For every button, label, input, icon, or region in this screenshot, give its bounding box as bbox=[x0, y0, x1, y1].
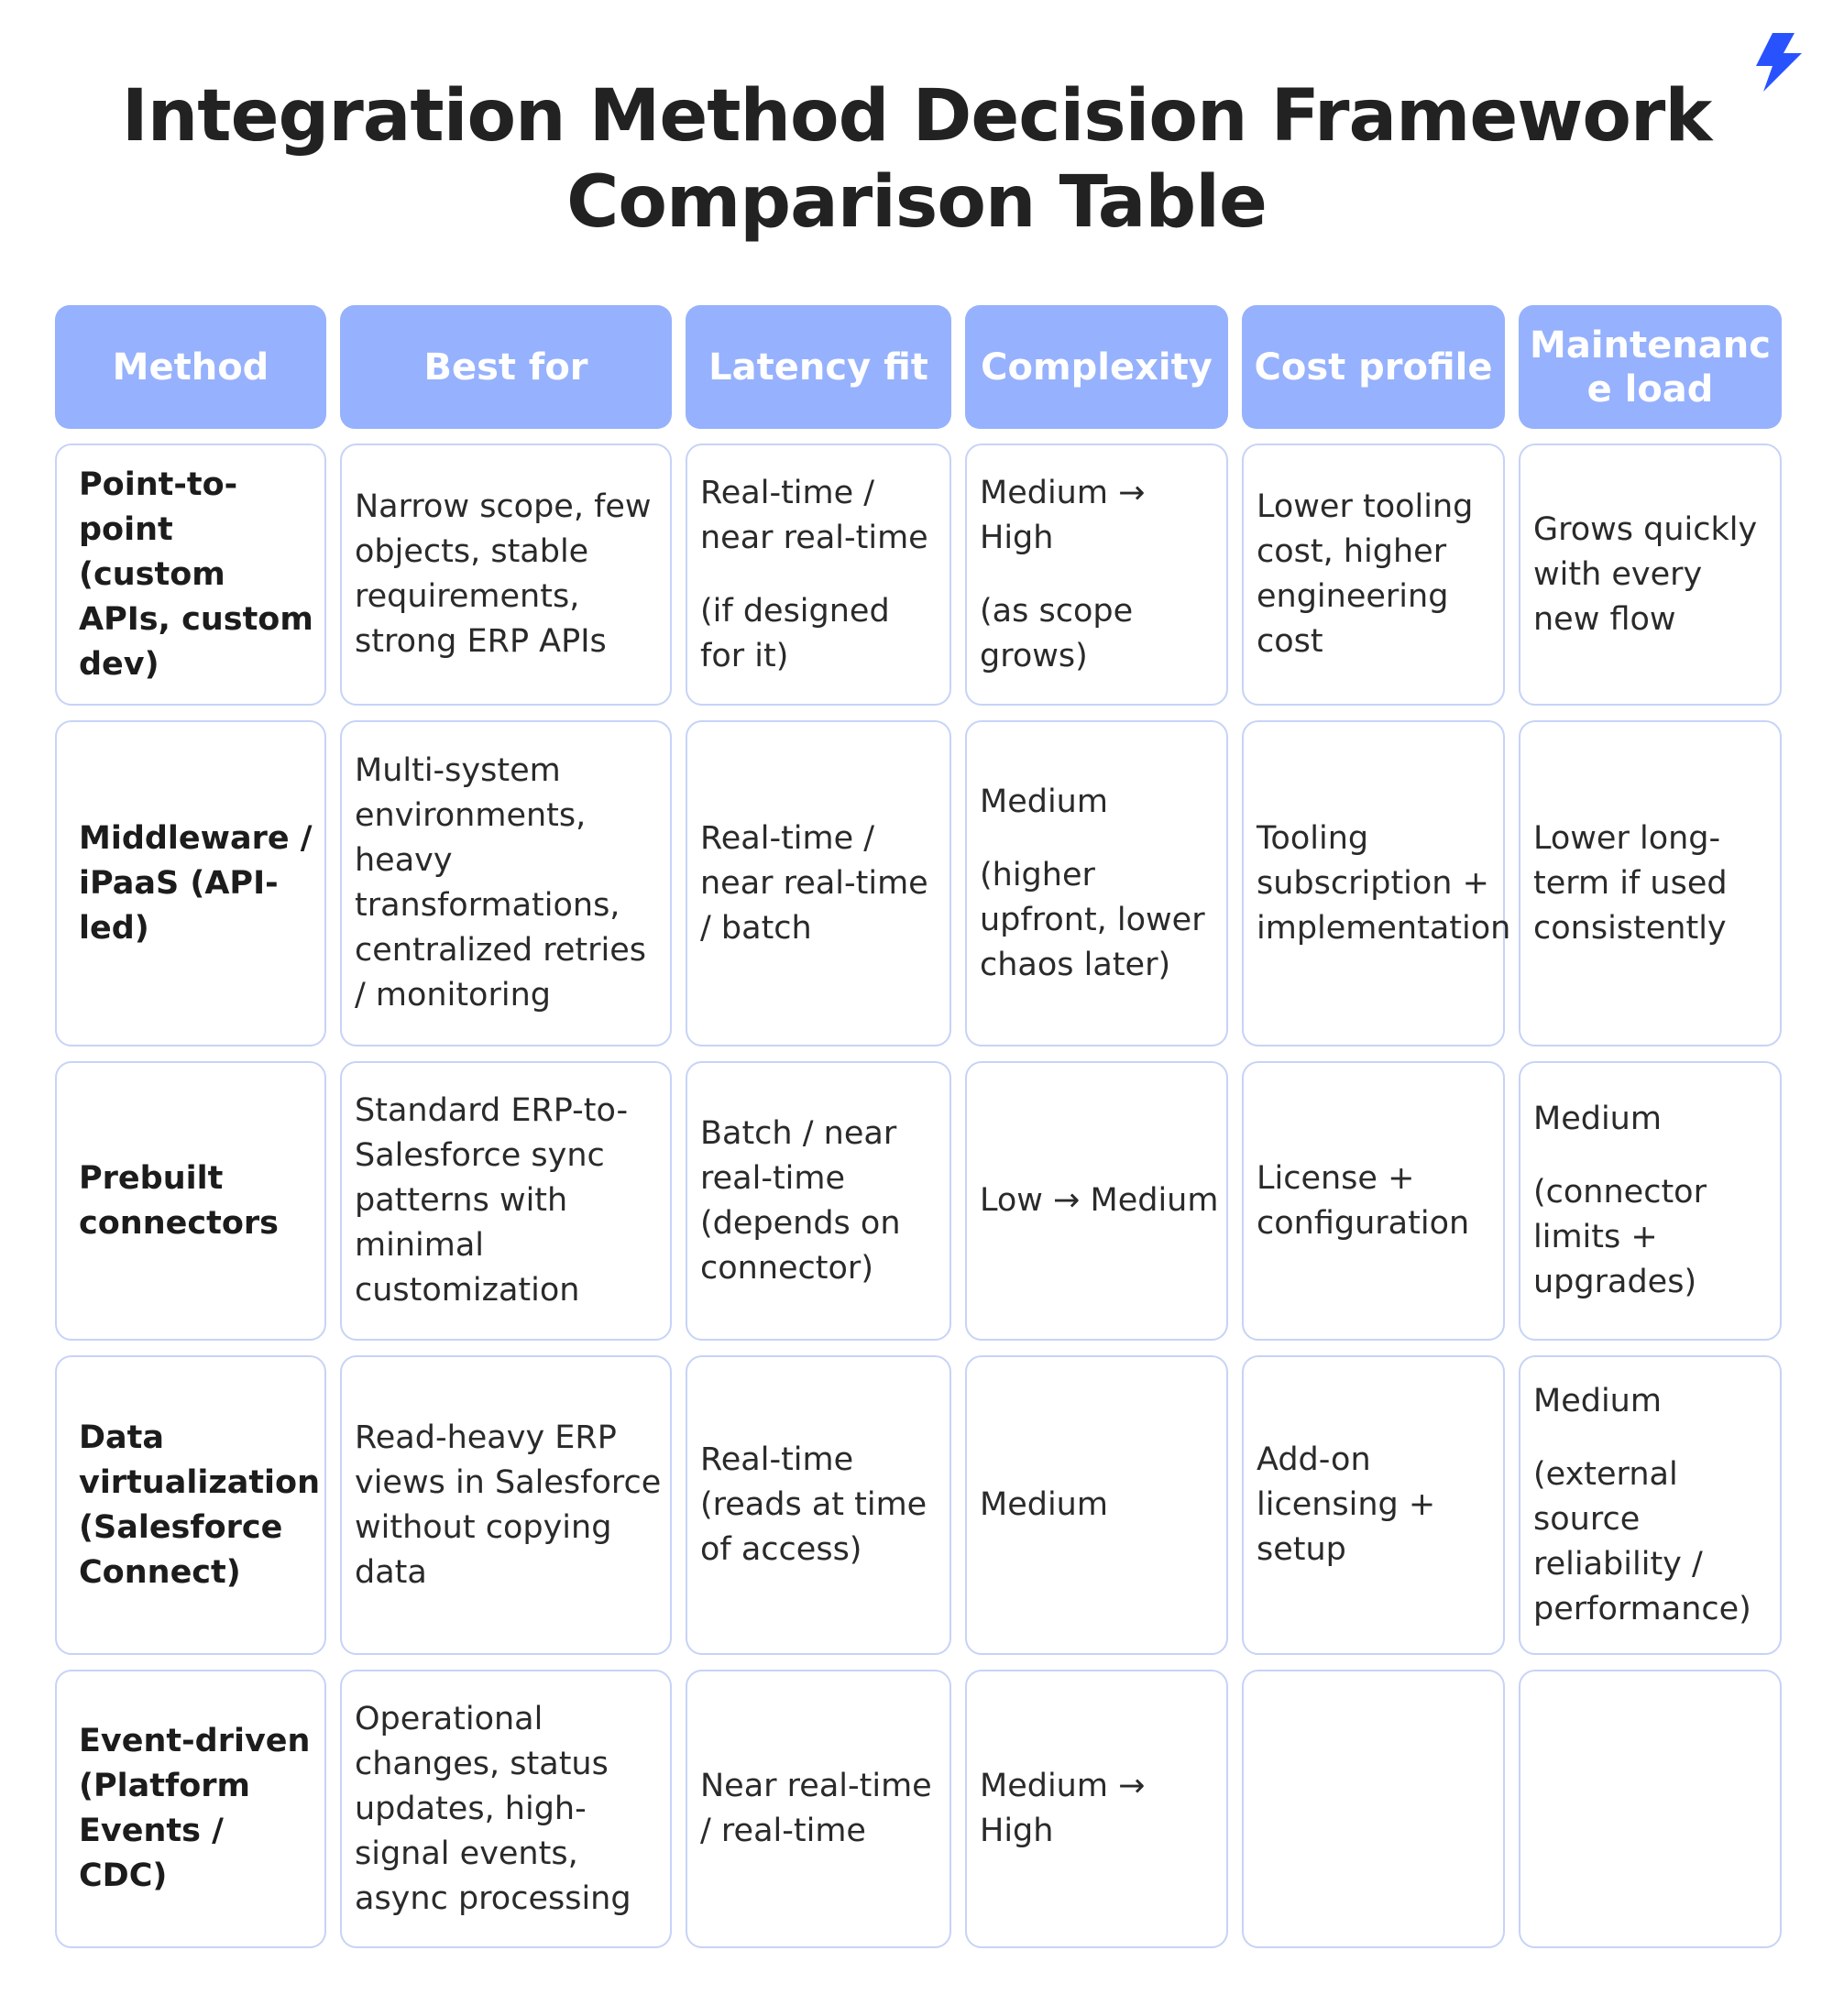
latency-text: Real-time / near real-time / batch bbox=[700, 819, 928, 947]
row-latency-fit bbox=[686, 720, 951, 1046]
row-maintenance-load bbox=[1519, 720, 1782, 1046]
row-latency-fit bbox=[686, 1355, 951, 1655]
row-method bbox=[55, 444, 326, 706]
comparison-table bbox=[55, 305, 1783, 1948]
maintenance-note: (external source reliability / performance) bbox=[1533, 1455, 1751, 1627]
row-cost-profile bbox=[1242, 1670, 1505, 1948]
row-method bbox=[55, 1061, 326, 1341]
row-complexity bbox=[965, 1355, 1228, 1655]
latency-note: (if designed for it) bbox=[700, 592, 890, 674]
header-maintenance-load: Maintenance load bbox=[1519, 305, 1782, 429]
latency-text: Real-time (reads at time of access) bbox=[700, 1441, 927, 1568]
row-cost-profile bbox=[1242, 720, 1511, 1046]
row-cost-profile bbox=[1242, 1061, 1505, 1341]
complexity-text: Medium → High bbox=[980, 1768, 1146, 1849]
row-complexity bbox=[965, 1670, 1228, 1948]
best-for-text: Standard ERP-to-Salesforce sync patterns with minimal customization bbox=[355, 1092, 629, 1309]
latency-text: Near real-time / real-time bbox=[700, 1768, 932, 1849]
row-complexity bbox=[965, 720, 1228, 1046]
row-best-for bbox=[340, 1061, 672, 1341]
row-complexity bbox=[965, 1061, 1228, 1341]
title-line-2: Comparison Table bbox=[566, 161, 1267, 244]
row-maintenance-load bbox=[1519, 444, 1782, 706]
header-latency-fit: Latency fit bbox=[686, 305, 951, 429]
best-for-text: Multi-system environments, heavy transformations, centralized retries / monitoring bbox=[355, 752, 646, 1013]
header-method: Method bbox=[55, 305, 326, 429]
row-method bbox=[55, 720, 326, 1046]
title-line-1: Integration Method Decision Framework bbox=[121, 75, 1712, 158]
complexity-text: Low → Medium bbox=[980, 1182, 1219, 1219]
row-best-for bbox=[340, 1670, 672, 1948]
best-for-text: Read-heavy ERP views in Salesforce without copying data bbox=[355, 1419, 662, 1591]
latency-text: Real-time / near real-time bbox=[700, 474, 928, 556]
header-best-for: Best for bbox=[340, 305, 672, 429]
row-best-for bbox=[340, 720, 672, 1046]
row-maintenance-load bbox=[1519, 1670, 1782, 1948]
page-title bbox=[0, 73, 1833, 246]
method-text: Data virtualization (Salesforce Connect) bbox=[79, 1419, 321, 1591]
row-best-for bbox=[340, 444, 672, 706]
row-method bbox=[55, 1670, 326, 1948]
row-cost-profile bbox=[1242, 1355, 1505, 1655]
best-for-text: Narrow scope, few objects, stable requirements, strong ERP APIs bbox=[355, 488, 652, 660]
complexity-text: Medium → High bbox=[980, 474, 1146, 556]
method-text: Point-to-point (custom APIs, custom dev) bbox=[79, 466, 313, 683]
method-text: Middleware / iPaaS (API-led) bbox=[79, 819, 313, 947]
complexity-note: (as scope grows) bbox=[980, 592, 1134, 674]
method-text: Prebuilt connectors bbox=[79, 1159, 279, 1242]
row-latency-fit bbox=[686, 1061, 951, 1341]
cost-text: Add-on licensing + setup bbox=[1257, 1441, 1436, 1568]
complexity-text: Medium bbox=[980, 1486, 1108, 1523]
cost-text: License + configuration bbox=[1257, 1159, 1470, 1242]
row-maintenance-load bbox=[1519, 1355, 1782, 1655]
row-cost-profile bbox=[1242, 444, 1505, 706]
row-method bbox=[55, 1355, 326, 1655]
maintenance-note: (connector limits + upgrades) bbox=[1533, 1174, 1707, 1300]
row-best-for bbox=[340, 1355, 672, 1655]
maintenance-text: Grows quickly with every new flow bbox=[1533, 510, 1758, 638]
maintenance-text: Lower long-term if used consistently bbox=[1533, 819, 1728, 947]
complexity-text: Medium bbox=[980, 783, 1108, 820]
row-latency-fit bbox=[686, 444, 951, 706]
maintenance-text: Medium bbox=[1533, 1382, 1662, 1419]
row-latency-fit bbox=[686, 1670, 951, 1948]
row-maintenance-load bbox=[1519, 1061, 1782, 1341]
method-text: Event-driven (Platform Events / CDC) bbox=[79, 1723, 311, 1894]
complexity-note: (higher upfront, lower chaos later) bbox=[980, 856, 1205, 983]
best-for-text: Operational changes, status updates, high-signal events, async processing bbox=[355, 1700, 631, 1917]
cost-text: Lower tooling cost, higher engineering cost bbox=[1257, 488, 1474, 660]
latency-text: Batch / near real-time (depends on connector) bbox=[700, 1114, 901, 1287]
cost-text: Tooling subscription + implementation bbox=[1257, 819, 1511, 947]
header-cost-profile: Cost profile bbox=[1242, 305, 1505, 429]
maintenance-text: Medium bbox=[1533, 1101, 1662, 1137]
header-complexity: Complexity bbox=[965, 305, 1228, 429]
row-complexity bbox=[965, 444, 1228, 706]
